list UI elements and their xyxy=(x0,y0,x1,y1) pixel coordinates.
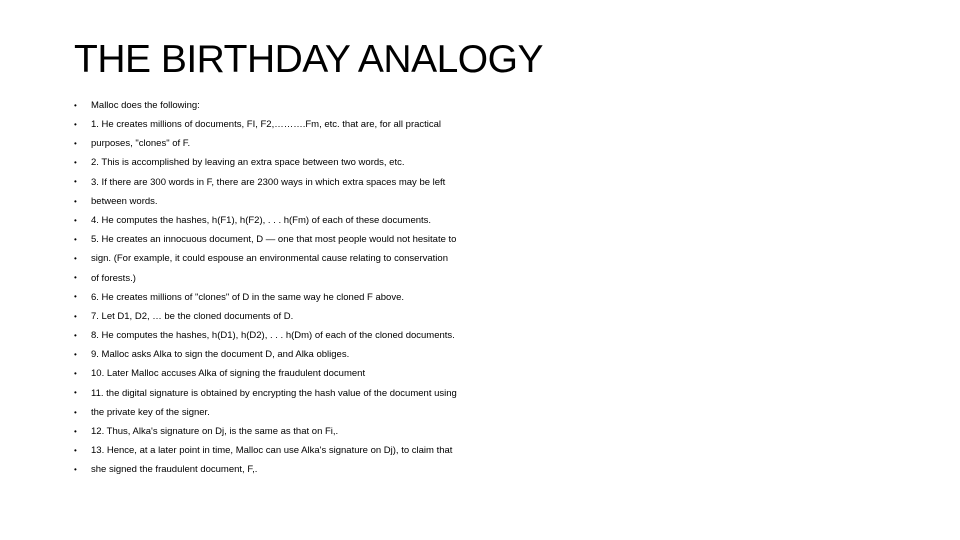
bullet-text: purposes, "clones" of F. xyxy=(91,138,191,150)
bullet-dot-icon: • xyxy=(74,196,77,206)
bullet-item xyxy=(74,269,457,288)
bullet-text: of forests.) xyxy=(91,272,136,284)
bullet-item xyxy=(74,211,457,230)
bullet-item xyxy=(74,115,457,134)
bullet-item xyxy=(74,461,457,480)
bullet-text: sign. (For example, it could espouse an environmental cause relating to conservation xyxy=(91,253,448,265)
bullet-item xyxy=(74,134,457,153)
bullet-dot-icon: • xyxy=(74,100,77,110)
slide-title: THE BIRTHDAY ANALOGY xyxy=(74,38,543,81)
bullet-item xyxy=(74,307,457,326)
bullet-list xyxy=(74,96,457,480)
bullet-item xyxy=(74,154,457,173)
bullet-text: 3. If there are 300 words in F, there are 2300 ways in which extra spaces may be left xyxy=(91,176,446,188)
bullet-text: 5. He creates an innocuous document, D — one that most people would not hesitate to xyxy=(91,234,457,246)
bullet-text: 13. Hence, at a later point in time, Malloc can use Alka's signature on Dj), to claim that xyxy=(91,445,453,457)
bullet-dot-icon: • xyxy=(74,273,77,283)
bullet-dot-icon: • xyxy=(74,138,77,148)
bullet-dot-icon: • xyxy=(74,407,77,417)
bullet-text: she signed the fraudulent document, F,. xyxy=(91,464,258,476)
bullet-dot-icon: • xyxy=(74,215,77,225)
bullet-dot-icon: • xyxy=(74,311,77,321)
bullet-dot-icon: • xyxy=(74,445,77,455)
bullet-text: between words. xyxy=(91,195,158,207)
bullet-dot-icon: • xyxy=(74,330,77,340)
bullet-dot-icon: • xyxy=(74,234,77,244)
bullet-text: 11. the digital signature is obtained by encrypting the hash value of the document using xyxy=(91,387,457,399)
bullet-dot-icon: • xyxy=(74,292,77,302)
bullet-item xyxy=(74,441,457,460)
bullet-dot-icon: • xyxy=(74,119,77,129)
bullet-text: the private key of the signer. xyxy=(91,406,210,418)
bullet-item xyxy=(74,173,457,192)
bullet-item xyxy=(74,250,457,269)
bullet-item xyxy=(74,345,457,364)
bullet-text: Malloc does the following: xyxy=(91,99,200,111)
bullet-text: 8. He computes the hashes, h(D1), h(D2), . . . h(Dm) of each of the cloned documents. xyxy=(91,330,455,342)
bullet-text: 9. Malloc asks Alka to sign the document D, and Alka obliges. xyxy=(91,349,350,361)
bullet-dot-icon: • xyxy=(74,350,77,360)
bullet-dot-icon: • xyxy=(74,369,77,379)
bullet-text: 12. Thus, Alka's signature on Dj, is the same as that on Fi,. xyxy=(91,426,339,438)
bullet-item xyxy=(74,230,457,249)
bullet-item xyxy=(74,422,457,441)
bullet-dot-icon: • xyxy=(74,177,77,187)
bullet-text: 10. Later Malloc accuses Alka of signing the fraudulent document xyxy=(91,368,366,380)
bullet-text: 4. He computes the hashes, h(F1), h(F2), . . . h(Fm) of each of these documents. xyxy=(91,214,432,226)
bullet-dot-icon: • xyxy=(74,388,77,398)
bullet-item xyxy=(74,96,457,115)
bullet-item xyxy=(74,365,457,384)
bullet-text: 1. He creates millions of documents, FI, F2,……….Fm, etc. that are, for all practical xyxy=(91,119,442,131)
bullet-dot-icon: • xyxy=(74,465,77,475)
bullet-item xyxy=(74,384,457,403)
bullet-item xyxy=(74,403,457,422)
bullet-text: 2. This is accomplished by leaving an extra space between two words, etc. xyxy=(91,157,405,169)
bullet-item xyxy=(74,326,457,345)
bullet-dot-icon: • xyxy=(74,158,77,168)
bullet-item xyxy=(74,192,457,211)
bullet-text: 7. Let D1, D2, … be the cloned documents of D. xyxy=(91,310,294,322)
bullet-dot-icon: • xyxy=(74,254,77,264)
bullet-item xyxy=(74,288,457,307)
bullet-text: 6. He creates millions of "clones" of D in the same way he cloned F above. xyxy=(91,291,405,303)
bullet-dot-icon: • xyxy=(74,426,77,436)
